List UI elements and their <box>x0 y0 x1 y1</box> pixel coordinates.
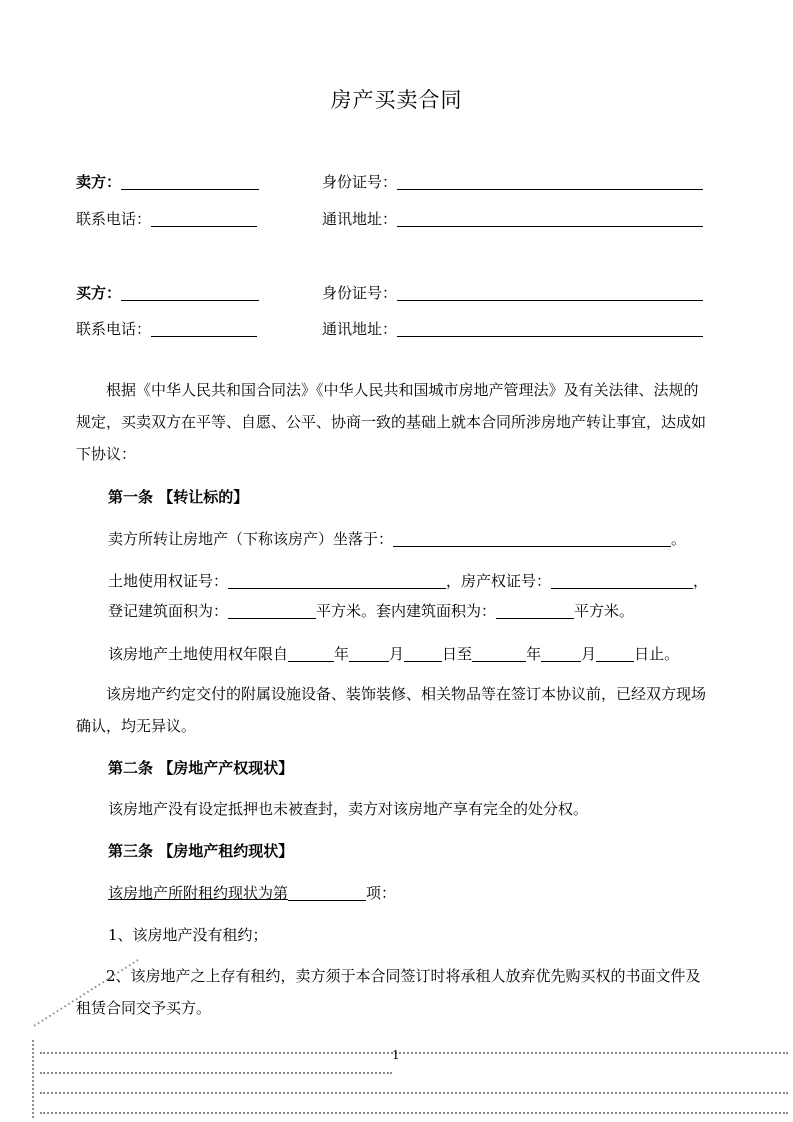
footer-diagonal-dots <box>30 958 140 1028</box>
location-suffix: 。 <box>671 530 687 548</box>
buyer-address-row <box>322 319 703 339</box>
status-prefix: 该房地产所附租约现状为第 <box>108 884 289 902</box>
article3-item2: 2、该房地产之上存有租约，卖方须于本合同签订时将承租人放弃优先购买权的书面文件及租赁合同交予买方。 <box>76 967 701 1017</box>
house-cert-suffix: ， <box>693 572 709 590</box>
term-start-day-blank <box>404 645 442 662</box>
seller-phone-row <box>76 209 257 229</box>
article1-term-row <box>108 644 679 664</box>
seller-phone-blank <box>151 210 257 227</box>
term-month-label: 月 <box>389 645 405 663</box>
term-start-month-blank <box>349 645 389 662</box>
term-day-to-label: 日至 <box>442 645 473 663</box>
buyer-name-row <box>76 283 259 303</box>
article1-cert-row <box>108 571 708 591</box>
footer-dotted-line-4 <box>40 1112 788 1114</box>
seller-id-blank <box>397 173 703 190</box>
term-month2-label: 月 <box>581 645 597 663</box>
buyer-phone-blank <box>151 320 257 337</box>
status-suffix: 项： <box>366 884 397 902</box>
seller-name-row <box>76 172 259 192</box>
footer-dotted-left-edge <box>32 1040 34 1118</box>
footer-dotted-line-2 <box>40 1072 392 1074</box>
term-start-year-blank <box>288 645 334 662</box>
term-end-day-blank <box>596 645 634 662</box>
area-label: 登记建筑面积为： <box>108 602 229 620</box>
term-day-end-label: 日止。 <box>634 645 680 663</box>
status-blank <box>288 884 366 901</box>
land-cert-blank <box>228 572 446 589</box>
term-year2-label: 年 <box>526 645 542 663</box>
seller-id-row <box>322 172 703 192</box>
footer-dotted-line-3 <box>40 1092 788 1094</box>
seller-name-blank <box>121 173 259 190</box>
seller-address-row <box>322 209 703 229</box>
buyer-phone-label: 联系电话： <box>76 320 152 338</box>
article1-heading: 第一条 【转让标的】 <box>108 488 249 506</box>
area-unit: 平方米。 <box>316 602 377 620</box>
article2-heading: 第二条 【房地产产权现状】 <box>108 759 294 777</box>
house-cert-label: ，房产权证号： <box>446 572 552 590</box>
footer-dotted-line-1 <box>40 1052 788 1054</box>
page-title: 房产买卖合同 <box>330 88 463 112</box>
inner-area-blank <box>496 602 574 619</box>
article1-location-row <box>108 529 686 549</box>
article1-area-row <box>108 601 634 621</box>
article3-status-row <box>108 883 396 903</box>
article3-item1: 1、该房地产没有租约； <box>108 926 268 944</box>
buyer-id-label: 身份证号： <box>322 284 398 302</box>
term-prefix: 该房地产土地使用权年限自 <box>108 645 289 663</box>
location-blank <box>393 530 671 547</box>
seller-name-label: 卖方： <box>76 173 122 191</box>
buyer-id-row <box>322 283 703 303</box>
area-blank <box>228 602 316 619</box>
page-number: 1 <box>392 1048 400 1062</box>
seller-id-label: 身份证号： <box>322 173 398 191</box>
article2-text: 该房地产没有设定抵押也未被查封，卖方对该房地产享有完全的处分权。 <box>108 800 589 818</box>
term-year-label: 年 <box>334 645 350 663</box>
buyer-address-label: 通讯地址： <box>322 320 398 338</box>
inner-area-label: 套内建筑面积为： <box>376 602 497 620</box>
house-cert-blank <box>551 572 693 589</box>
preamble-paragraph: 根据《中华人民共和国合同法》《中华人民共和国城市房地产管理法》及有关法律、法规的规定，买卖双方在平等、自愿、公平、协商一致的基础上就本合同所涉房地产转让事宜，达成如下协议： <box>76 381 707 463</box>
location-prefix: 卖方所转让房地产（下称该房产）坐落于： <box>108 530 394 548</box>
seller-address-label: 通讯地址： <box>322 210 398 228</box>
buyer-phone-row <box>76 319 257 339</box>
inner-area-unit: 平方米。 <box>574 602 635 620</box>
term-end-month-blank <box>541 645 581 662</box>
buyer-name-blank <box>121 284 259 301</box>
land-cert-label: 土地使用权证号： <box>108 572 229 590</box>
seller-address-blank <box>397 210 703 227</box>
article3-heading: 第三条 【房地产租约现状】 <box>108 842 294 860</box>
buyer-id-blank <box>397 284 703 301</box>
buyer-name-label: 买方： <box>76 284 122 302</box>
buyer-address-blank <box>397 320 703 337</box>
article1-attachments-paragraph: 该房地产约定交付的附属设施设备、装饰装修、相关物品等在签订本协议前，已经双方现场确认，均无异议。 <box>76 685 707 735</box>
seller-phone-label: 联系电话： <box>76 210 152 228</box>
term-end-year-blank <box>472 645 526 662</box>
